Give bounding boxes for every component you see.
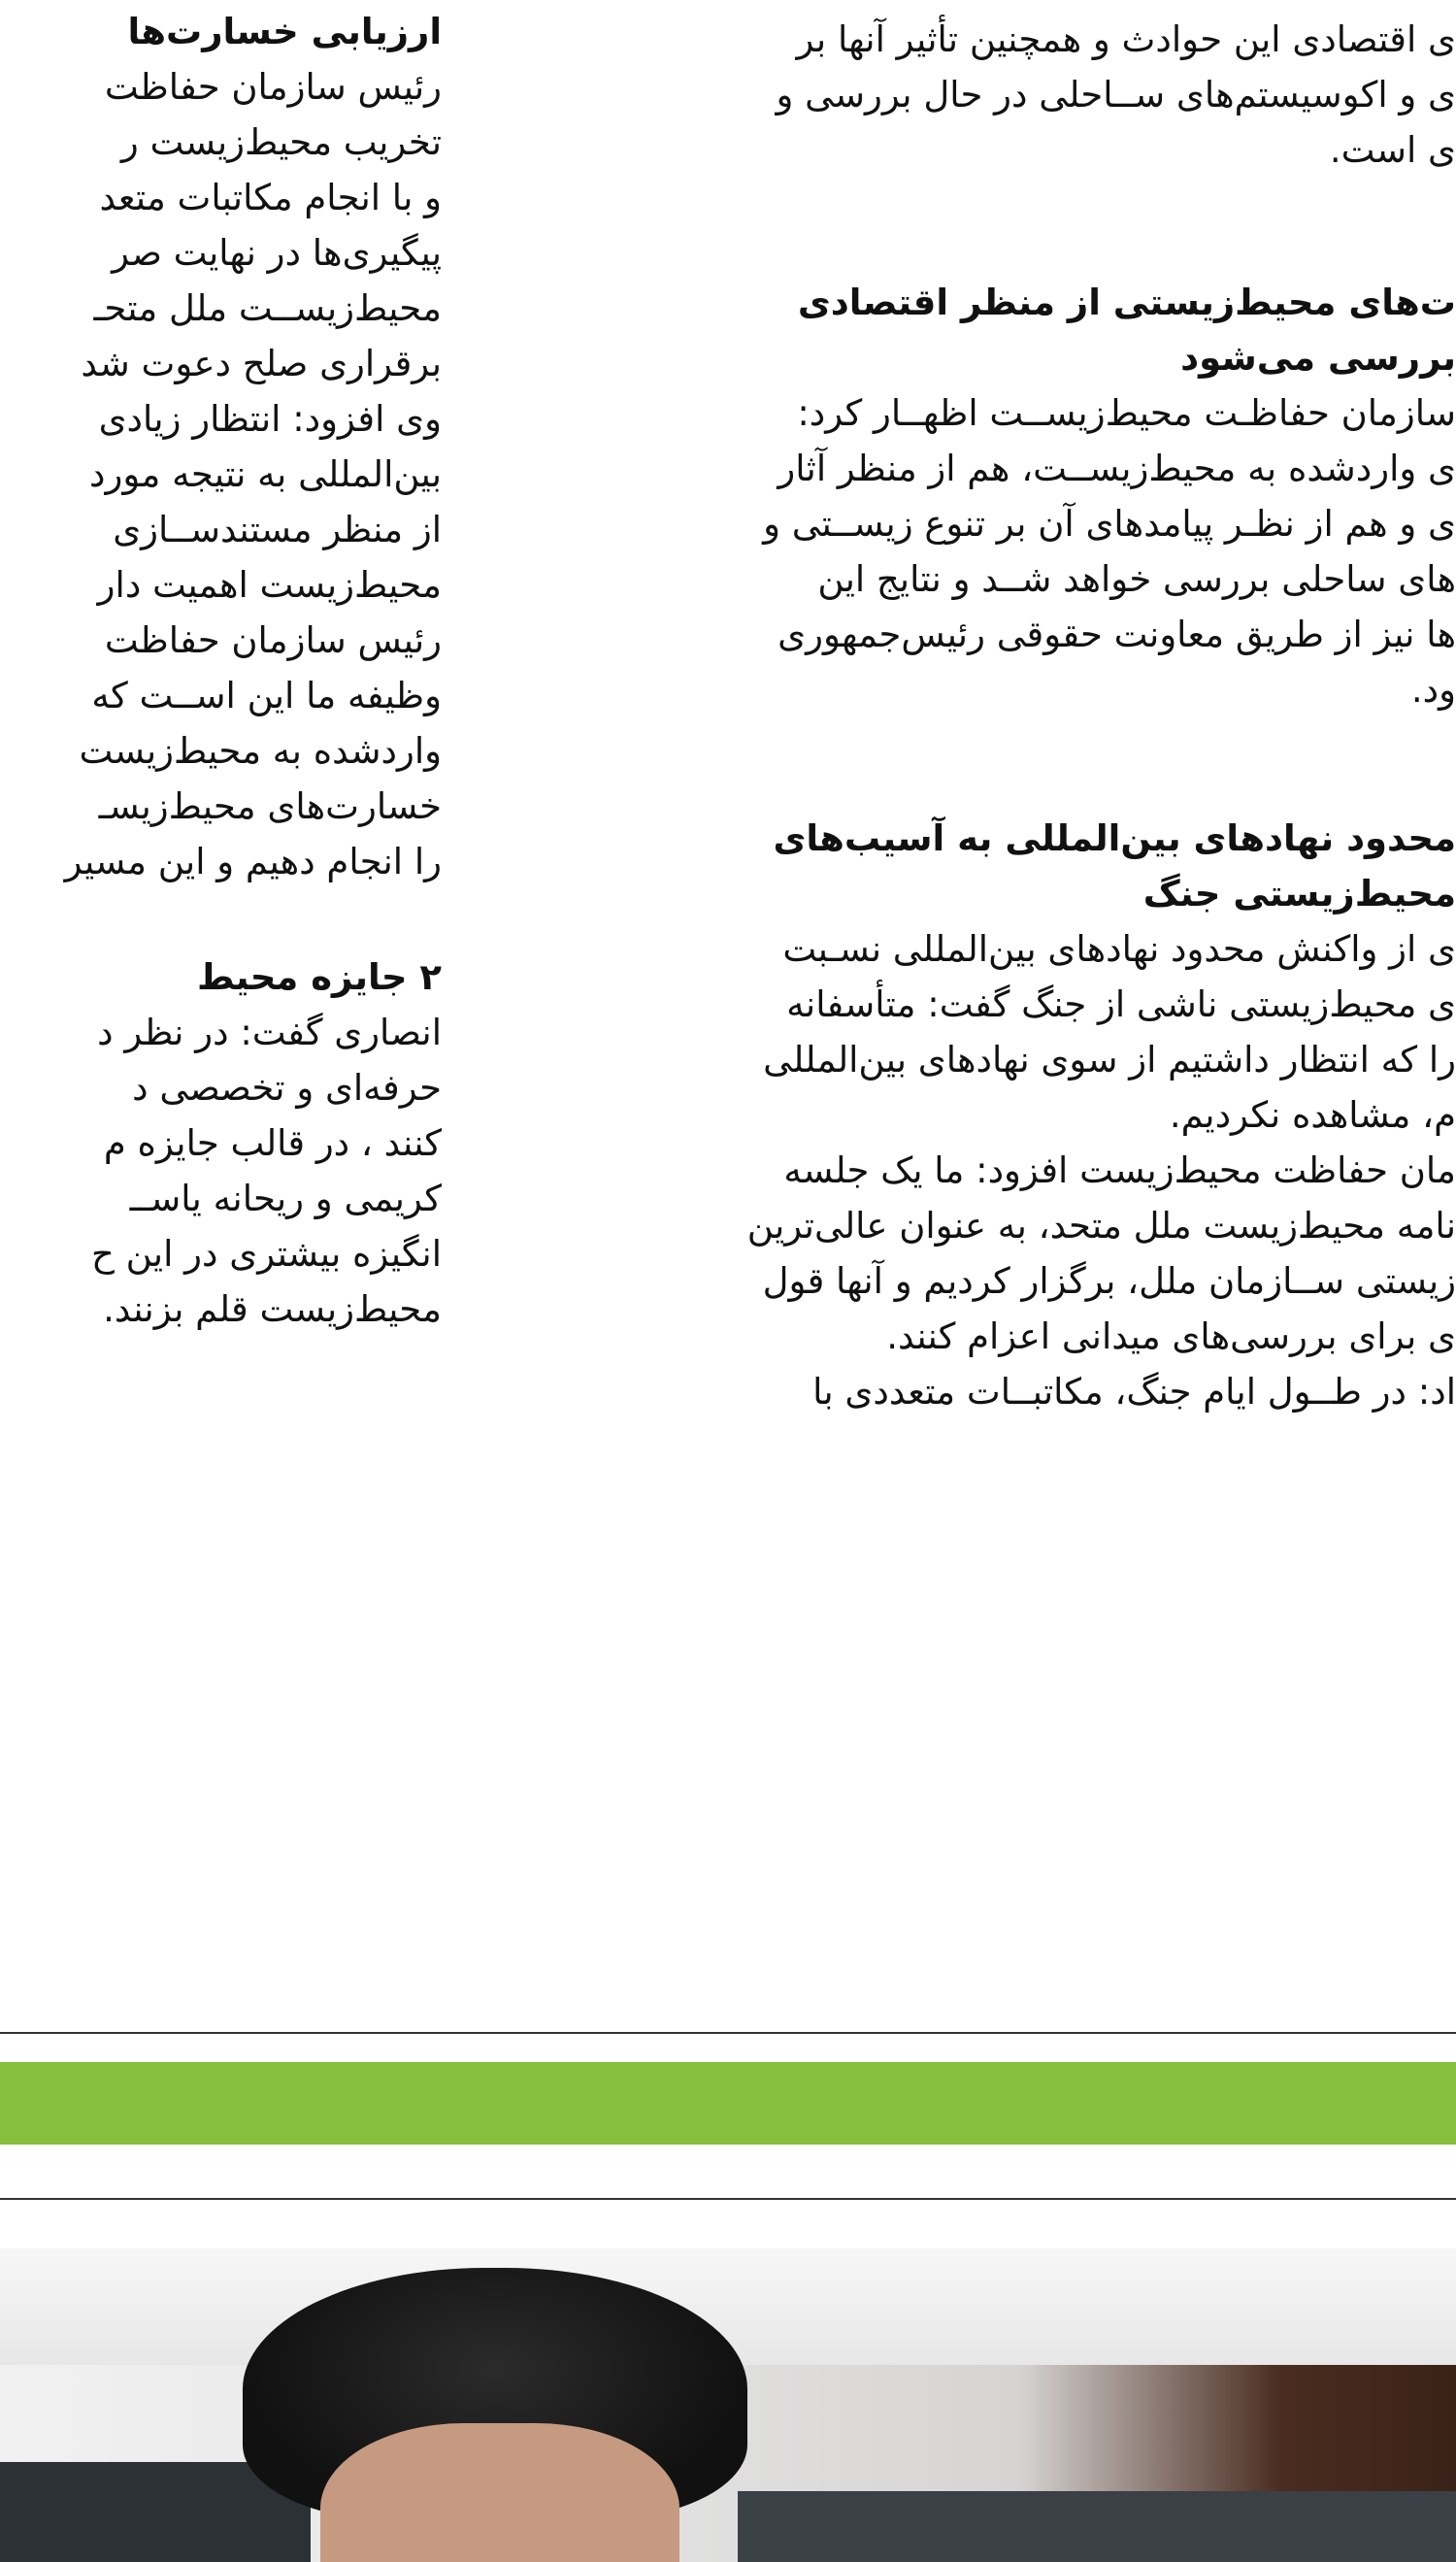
text-line: را که انتظار داشتیم از سوی نهادهای بین‌المللی bbox=[763, 1039, 1456, 1081]
right-body-2 bbox=[0, 1005, 442, 1337]
text-line: وظیفه ما این اســت که bbox=[91, 675, 442, 716]
text-line: ی است. bbox=[1329, 129, 1456, 171]
photo-person-face bbox=[320, 2423, 679, 2562]
text-line: بین‌المللی به نتیجه مورد bbox=[89, 453, 442, 495]
text-line: کنند ، در قالب جایزه م bbox=[103, 1122, 442, 1164]
right-heading-bottom: ۲ جایزه محیط bbox=[197, 956, 442, 998]
text-line: اد: در طــول ایام جنگ، مکاتبــات متعددی با bbox=[812, 1371, 1456, 1413]
text-line: از منظر مستندســازی bbox=[113, 509, 442, 550]
text-line: ی و اکوسیستم‌های ســاحلی در حال بررسی و bbox=[776, 74, 1456, 116]
portrait-photo bbox=[0, 2248, 1456, 2562]
right-column bbox=[0, 0, 442, 1337]
heading-1-line-2: بررسی می‌شود bbox=[1180, 337, 1456, 379]
photo-chair-right bbox=[738, 2491, 1456, 2562]
right-body-1 bbox=[0, 59, 442, 889]
heading-1-line-1: ت‌های محیط‌زیستی از منظر اقتصادی bbox=[797, 282, 1456, 323]
body-paragraph-1 bbox=[524, 385, 1456, 717]
text-line: وی افزود: انتظار زیادی bbox=[98, 398, 442, 440]
text-line: مان حفاظت محیط‌زیست افزود: ما یک جلسه bbox=[783, 1149, 1456, 1191]
main-column bbox=[524, 0, 1456, 1419]
text-line: ی اقتصادی این حوادث و همچنین تأثیر آنها بر bbox=[796, 18, 1456, 60]
green-divider-band bbox=[0, 2062, 1456, 2145]
text-line: و با انجام مکاتبات متعد bbox=[99, 177, 442, 218]
text-line: وارد‌شده به محیط‌زیست bbox=[79, 730, 442, 772]
text-line: ها نیز از طریق معاونت حقوقی رئیس‌جمهوری bbox=[778, 614, 1456, 655]
text-line: خسارت‌های محیط‌زیسـ bbox=[98, 785, 442, 827]
divider-rule-bottom bbox=[0, 2198, 1456, 2200]
heading-2-line-2: محیط‌زیستی جنگ bbox=[1142, 873, 1456, 915]
text-line: محیط‌زیســت ملل متحـ bbox=[93, 287, 442, 329]
text-line: سازمان حفاظـت محیط‌زیســت اظهــار کرد: bbox=[797, 392, 1456, 434]
text-line: حرفه‌ای و تخصصی د bbox=[132, 1067, 442, 1109]
intro-paragraph bbox=[524, 12, 1456, 178]
text-line: نامه محیط‌زیست ملل متحد، به عنوان عالی‌ترین bbox=[746, 1205, 1456, 1247]
text-line: کریمی و ریحانه یاســ bbox=[129, 1178, 442, 1219]
text-line: ی برای بررسی‌های میدانی اعزام کنند. bbox=[886, 1315, 1456, 1357]
text-line: م، مشاهده نکردیم. bbox=[1169, 1094, 1456, 1136]
text-line: پیگیری‌ها در نهایت صر bbox=[112, 232, 442, 274]
text-line: انصاری گفت: در نظر د bbox=[97, 1012, 442, 1053]
heading-2-line-1: محدود نهادهای بین‌المللی به آسیب‌های bbox=[773, 817, 1456, 859]
text-line: تخریب محیط‌زیست ر bbox=[120, 121, 442, 163]
text-line: رئیس سازمان حفاظت bbox=[104, 66, 442, 108]
text-line: ی وارد‌شده به محیط‌زیســت، هم از منظر آثار bbox=[778, 448, 1456, 489]
divider-rule-top bbox=[0, 2032, 1456, 2034]
text-line: محیط‌زیست اهمیت دار bbox=[97, 564, 442, 606]
text-line: محیط‌زیست قلم بزنند. bbox=[103, 1288, 442, 1330]
body-paragraph-2 bbox=[524, 921, 1456, 1419]
text-line: زیستی ســازمان ملل، برگزار کردیم و آنها قول bbox=[762, 1260, 1456, 1302]
text-line: رئیس سازمان حفاظت bbox=[104, 619, 442, 661]
text-line: ی از واکنش محدود نهادهای بین‌المللی نسـبت bbox=[782, 928, 1456, 970]
text-line: ی و هم از نظـر پیامدهای آن بر تنوع زیســتی و bbox=[763, 503, 1456, 545]
text-line: برقراری صلح دعوت شد bbox=[81, 343, 442, 384]
text-line: های ساحلی بررسی خواهد شــد و نتایج این bbox=[817, 558, 1456, 600]
text-line: را انجام دهیم و این مسیر bbox=[64, 841, 442, 882]
text-line: ود. bbox=[1410, 669, 1456, 711]
right-heading-top: ارزیابی خسارت‌ها bbox=[127, 11, 442, 52]
text-line: ی محیط‌زیستی ناشی از جنگ گفت: متأسفانه bbox=[786, 983, 1456, 1025]
text-line: انگیزه بیشتری در این ح bbox=[90, 1233, 442, 1275]
